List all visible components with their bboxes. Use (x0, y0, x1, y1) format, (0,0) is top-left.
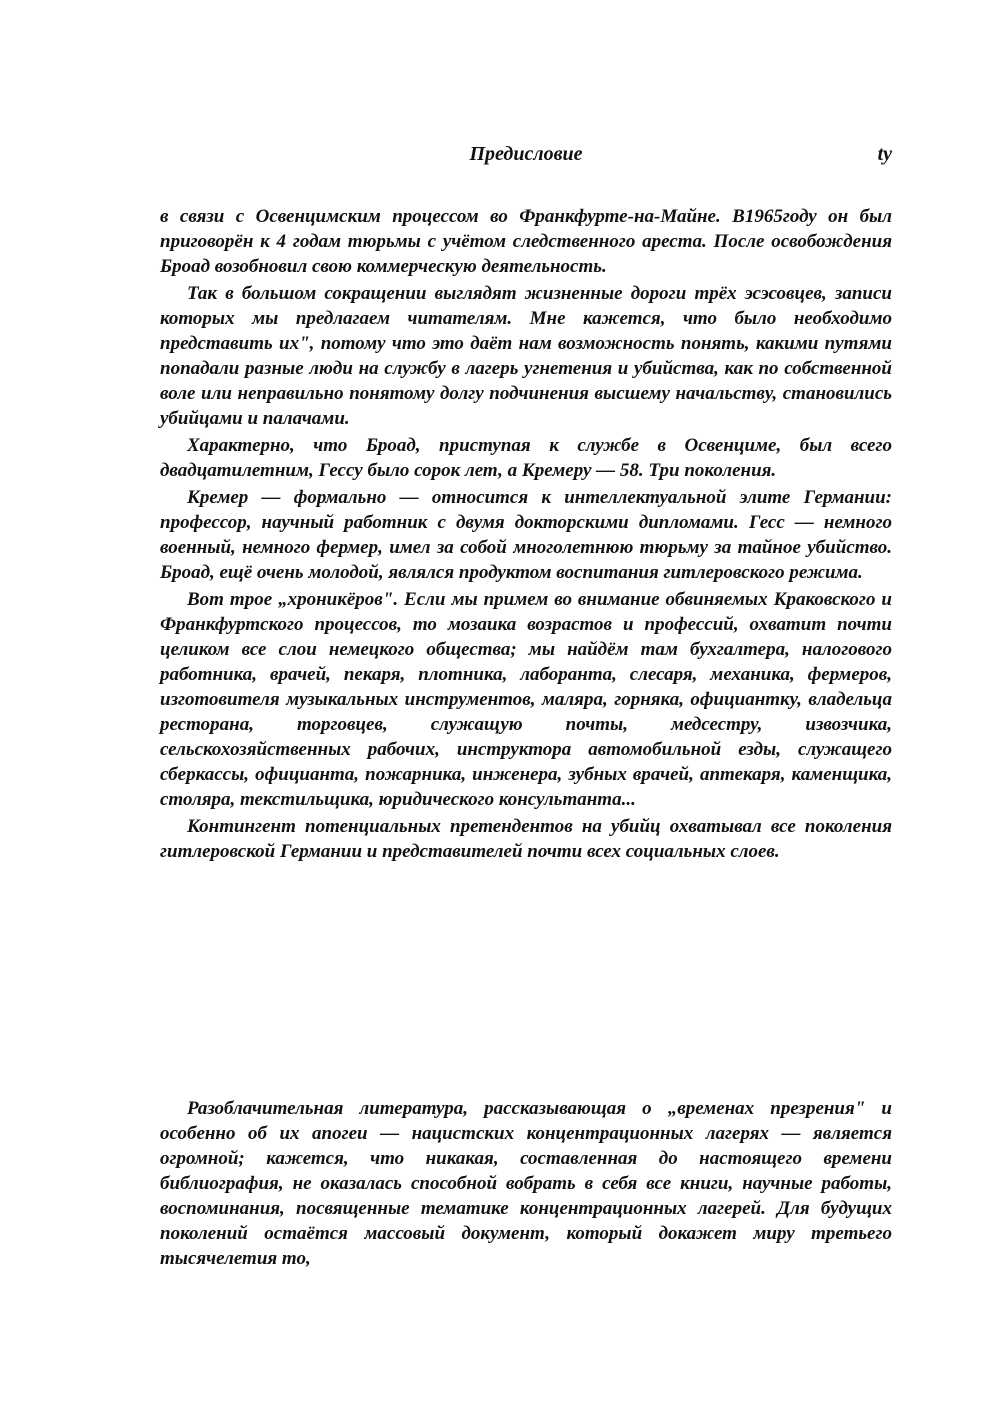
paragraph: Так в большом сокращении выглядят жизненные дороги трёх эсэсовцев, записи которых мы предлагаем читателям. Мне кажется, что было необходимо представить их", потому что это даёт нам возможность понять, какими путями попадали разные люди на службу в лагерь угнетения и убийства, как по собственной воле или неправильно понятому долгу подчинения высшему начальству, становились убийцами и палачами. (160, 283, 892, 429)
main-text-block (160, 204, 892, 866)
section-text-block (160, 1096, 892, 1273)
running-title: Предисловие (469, 143, 583, 165)
paragraph: Кремер — формально — относится к интеллектуальной элите Германии: профессор, научный работник с двумя докторскими дипломами. Гесс — немного военный, немного фермер, имел за собой многолетнюю тюрьму за тайное убийство. Броад, ещё очень молодой, являлся продуктом воспитания гитлеровского режима. (160, 487, 892, 583)
page-number: ty (877, 143, 892, 165)
paragraph-continuation: в связи с Освенцимским процессом во Франкфурте-на-Майне. В1965году он был приговорён к 4 годам тюрьмы с учётом следственного ареста. После освобождения Броад возобновил свою коммерческую деятельность. (160, 206, 892, 277)
paragraph: Разоблачительная литература, рассказывающая о „временах презрения" и особенно об их апогеи — нацистских концентрационных лагерях — является огромной; кажется, что никакая, составленная до настоящего времени библиография, не оказалась способной вобрать в себя все книги, научные работы, воспоминания, посвященные тематике концентрационных лагерей. Для будущих поколений остаётся массовый документ, который докажет миру третьего тысячелетия то, (160, 1098, 892, 1269)
paragraph: Вот трое „хроникёров". Если мы примем во внимание обвиняемых Краковского и Франкфуртского процессов, то мозаика возрастов и профессий, охватит почти целиком все слои немецкого общества; мы найдём там бухгалтера, налогового работника, врачей, пекаря, плотника, лаборанта, слесаря, механика, фермеров, изготовителя музыкальных инструментов, маляра, горняка, официантку, владельца ресторана, торговцев, служащую почты, медсестру, извозчика, сельскохозяйственных рабочих, инструктора автомобильной езды, служащего сберкассы, официанта, пожарника, инженера, зубных врачей, аптекаря, каменщика, столяра, текстильщика, юридического консультанта... (160, 589, 892, 810)
paragraph: Характерно, что Броад, приступая к службе в Освенциме, был всего двадцатилетним, Гессу было сорок лет, а Кремеру — 58. Три поколения. (160, 435, 892, 481)
paragraph: Контингент потенциальных претендентов на убийц охватывал все поколения гитлеровской Германии и представителей почти всех социальных слоев. (160, 816, 892, 862)
page-header (160, 143, 892, 173)
